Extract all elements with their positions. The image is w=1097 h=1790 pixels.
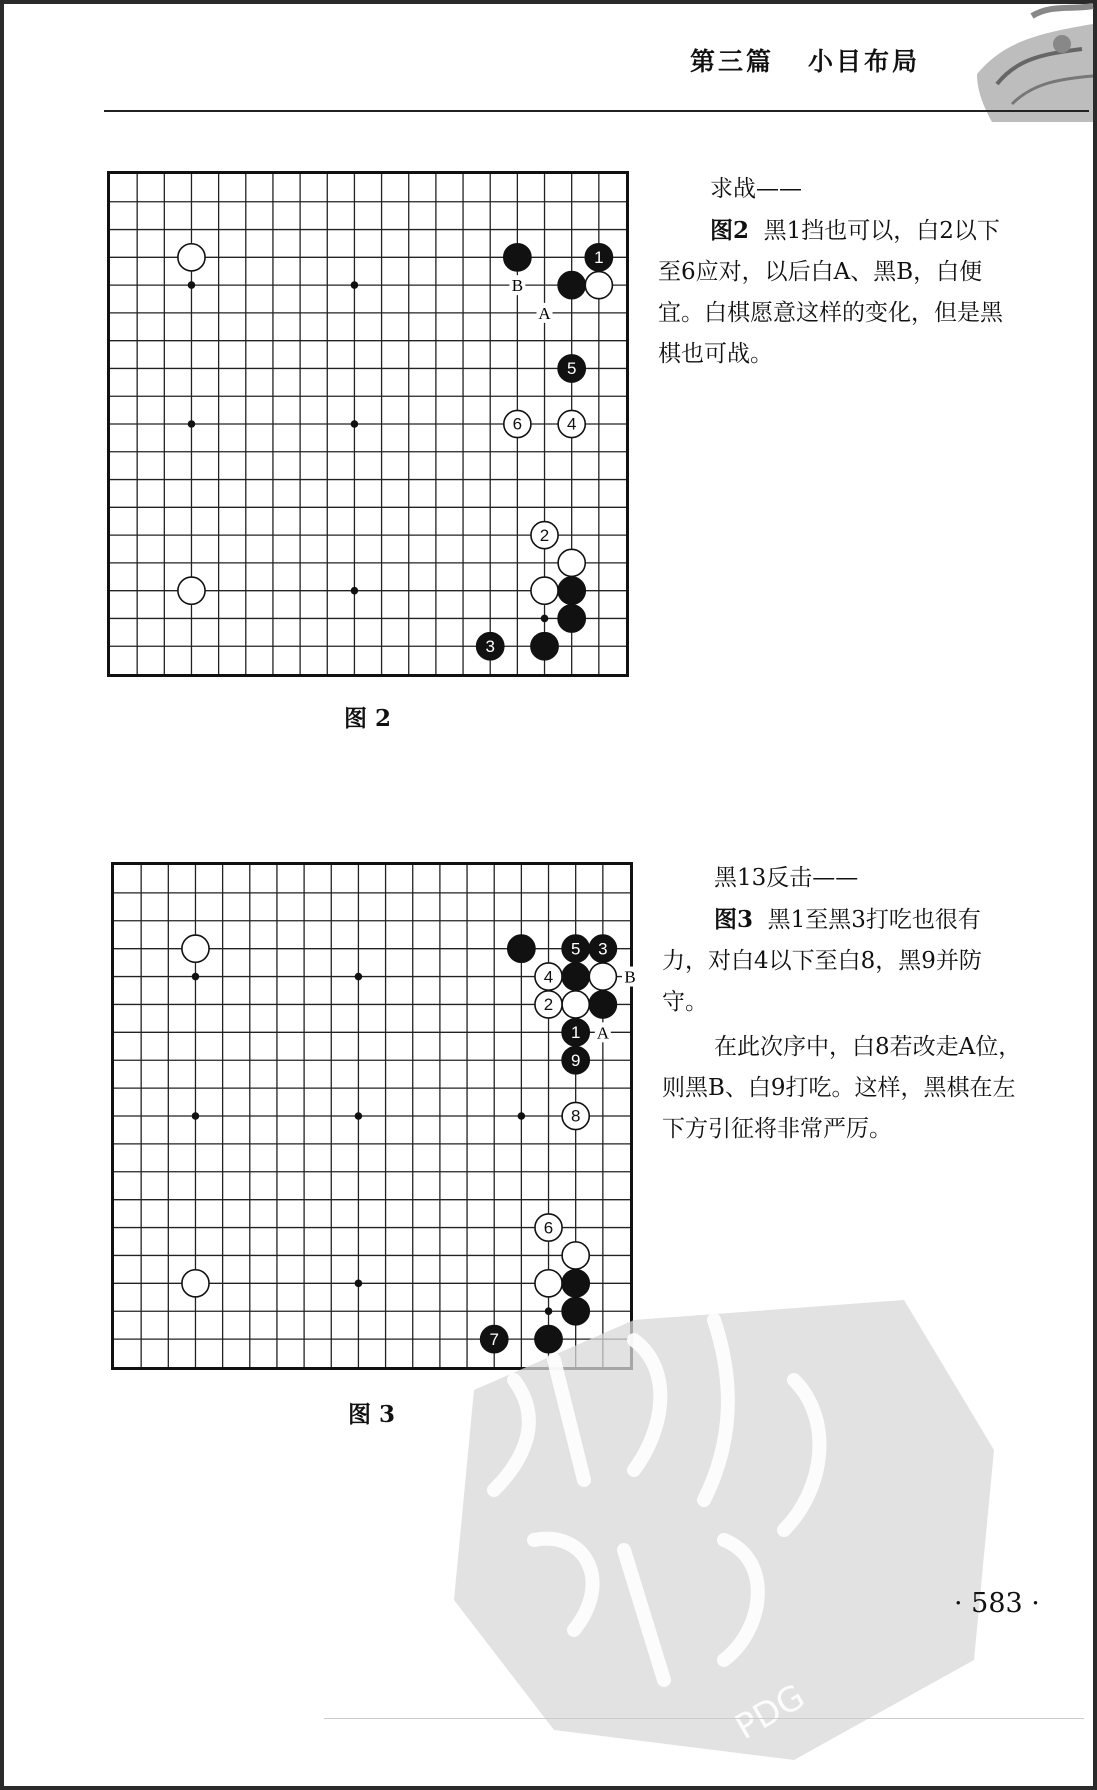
star-point (351, 420, 359, 428)
white-stone (535, 1214, 562, 1241)
white-stone (531, 522, 558, 549)
figure-3-paragraph-2: 在此次序中，白8若改走A位，则黑B、白9打吃。这样，黑棋在左下方引征将非常严厉。 (662, 1034, 1022, 1142)
page-number: · 583 · (954, 1588, 1040, 1619)
header-rule (104, 110, 1089, 112)
move-number: 5 (566, 359, 577, 379)
black-stone (585, 244, 612, 271)
white-stone (585, 272, 612, 299)
figure-3-commentary (662, 858, 1022, 1150)
move-number: 3 (485, 636, 495, 656)
white-stone (504, 410, 531, 437)
move-number: 1 (594, 248, 604, 268)
white-stone (178, 244, 205, 271)
footer-rule (324, 1718, 1084, 1719)
go-board-figure-3 (111, 862, 636, 1370)
move-number: 3 (598, 939, 608, 959)
white-stone (535, 991, 562, 1018)
library-seal-watermark (434, 1300, 994, 1760)
figure-2-commentary (658, 169, 1018, 375)
point-label: B (624, 967, 636, 987)
black-stone (562, 1270, 589, 1297)
black-stone (589, 935, 616, 962)
star-point (188, 281, 196, 289)
star-point (518, 1112, 526, 1120)
star-point (351, 587, 359, 595)
white-stone (562, 991, 589, 1018)
white-stone (535, 1270, 562, 1297)
point-label: A (596, 1023, 609, 1043)
black-stone (558, 605, 585, 632)
figure-3-ref: 图3 (714, 906, 754, 933)
figure-2-paragraph (658, 210, 1018, 375)
move-number: 2 (539, 525, 550, 545)
running-head (690, 42, 920, 78)
move-number: 2 (543, 995, 554, 1015)
star-point (192, 973, 200, 981)
header-ornament-image (972, 4, 1093, 122)
white-stone (562, 1102, 589, 1129)
star-point (355, 1280, 363, 1288)
figure-3-heading: 黑13反击—— (714, 865, 859, 891)
black-stone (558, 355, 585, 382)
move-number: 4 (566, 414, 577, 434)
black-stone (562, 1047, 589, 1074)
header-part: 第三篇 (690, 47, 775, 76)
point-label: B (511, 276, 524, 296)
black-stone (562, 1019, 589, 1046)
white-stone (558, 549, 585, 576)
move-number: 4 (543, 967, 554, 987)
black-stone (562, 963, 589, 990)
white-stone (589, 963, 616, 990)
point-label: A (538, 303, 551, 323)
figure-2-heading: 求战—— (710, 176, 802, 202)
go-board-figure-2 (107, 171, 629, 677)
star-point (355, 973, 363, 981)
move-number: 6 (543, 1218, 554, 1238)
black-stone (508, 935, 535, 962)
figure-2-text: 黑1挡也可以，白2以下至6应对，以后白A、黑B，白便宜。白棋愿意这样的变化，但是黑棋也可战。 (658, 218, 1003, 367)
star-point (351, 281, 359, 289)
figure-2-ref: 图2 (710, 217, 750, 244)
header-chapter: 小目布局 (808, 47, 921, 76)
black-stone (558, 577, 585, 604)
star-point (192, 1112, 200, 1120)
figure-3-text-1: 黑1至黑3打吃也很有力，对白4以下至白8，黑9并防守。 (662, 907, 982, 1015)
move-number: 1 (570, 1023, 581, 1043)
white-stone (531, 577, 558, 604)
move-number: 5 (570, 939, 581, 959)
book-page (4, 4, 1093, 1786)
star-point (541, 615, 549, 623)
white-stone (535, 963, 562, 990)
white-stone (562, 1242, 589, 1269)
move-number: 8 (570, 1106, 581, 1126)
figure-3-caption: 图 3 (348, 1401, 396, 1428)
move-number: 7 (489, 1329, 499, 1349)
black-stone (562, 935, 589, 962)
black-stone (558, 272, 585, 299)
black-stone (531, 633, 558, 660)
white-stone (182, 935, 209, 962)
figure-2-caption: 图 2 (344, 705, 392, 732)
move-number: 9 (570, 1050, 581, 1070)
star-point (188, 420, 196, 428)
black-stone (477, 633, 504, 660)
figure-3-paragraph-1 (662, 899, 1022, 1023)
star-point (355, 1112, 363, 1120)
white-stone (182, 1270, 209, 1297)
move-number: 6 (512, 414, 523, 434)
black-stone (589, 991, 616, 1018)
white-stone (178, 577, 205, 604)
svg-text:PDG: PDG (728, 1676, 812, 1748)
black-stone (504, 244, 531, 271)
white-stone (558, 410, 585, 437)
